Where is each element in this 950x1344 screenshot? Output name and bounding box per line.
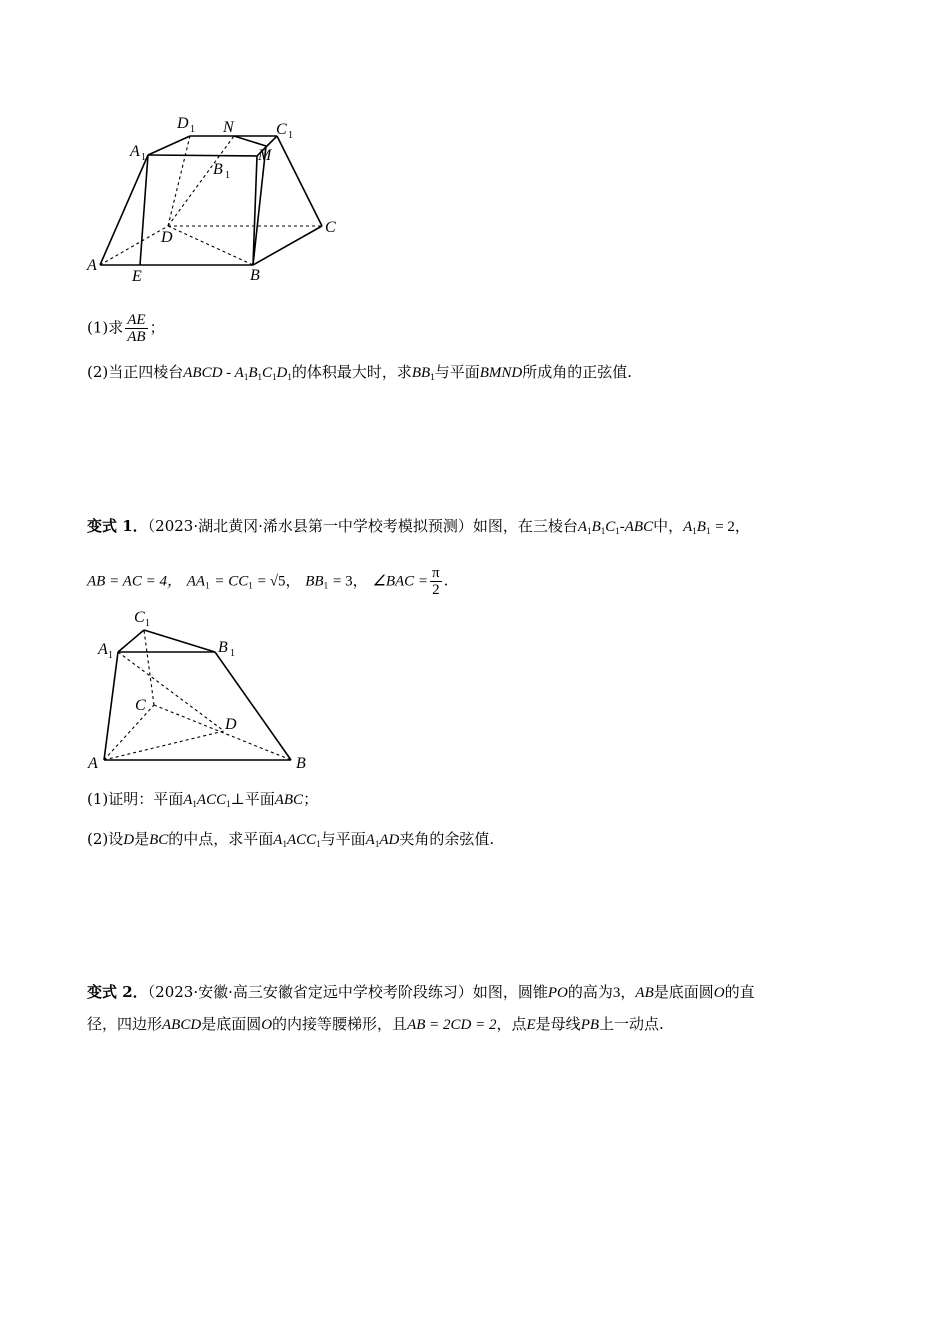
edge-D-B	[168, 226, 253, 265]
label-A: A	[87, 257, 97, 274]
figure-frustum	[80, 108, 350, 288]
label-E: E	[132, 268, 142, 285]
variant2-line1: 变式 2．（2023·安徽·高三安徽省定远中学校考阶段练习）如图，圆锥PO的高为3，AB是底面圆O的直	[87, 983, 755, 1001]
edge-A-D	[104, 731, 224, 760]
edge-B-B1	[215, 652, 291, 760]
svg-text:1: 1	[288, 130, 293, 141]
variant2-title: 变式 2．	[87, 983, 148, 1001]
figure-triangular-frustum	[80, 600, 330, 775]
edge-C-C1	[144, 630, 154, 705]
label-B: B	[296, 755, 306, 772]
problem-question-2: (2)当正四棱台ABCD - $A_1B_1C_1D_1$的体积最大时，求$BB_1$与平面BMND所成角的正弦值.	[87, 363, 632, 382]
edge-A1-C1	[118, 630, 144, 652]
variant1-line2: AB = AC = 4， $AA_1 = CC_1 = √5$， $BB_1 = 3$， ∠BAC = $\frac{\pi}{2}$ .	[87, 565, 449, 598]
label-B1: B	[213, 161, 223, 178]
variant2-line2: 径，四边形ABCD是底面圆O的内接等腰梯形，且AB = 2CD = 2，点E是母线PB上一动点.	[87, 1015, 664, 1033]
edge-A-D	[100, 226, 168, 265]
label-C: C	[325, 219, 336, 236]
label-C: C	[135, 697, 146, 714]
edge-A-C	[104, 705, 154, 760]
label-C1: C	[276, 121, 287, 138]
variant1-question-2: (2)设D是BC的中点，求平面$A_1ACC_1$与平面$A_1AD$夹角的余弦值.	[87, 830, 495, 849]
label-C1: C	[134, 609, 145, 626]
label-A1: A	[130, 143, 140, 160]
edge-A1-D1	[148, 136, 190, 155]
label-D: D	[161, 229, 173, 246]
label-A1: A	[98, 641, 108, 658]
label-N: N	[223, 119, 234, 136]
label-B1: B	[218, 639, 228, 656]
edge-C1-B1	[144, 630, 215, 652]
problem-question-1: (1)求 $\frac{AE}{AB}$ ；	[87, 312, 165, 345]
label-D: D	[225, 716, 237, 733]
variant1-title: 变式 1．	[87, 517, 148, 535]
svg-text:1: 1	[230, 648, 235, 659]
edge-A1-D	[118, 652, 224, 731]
edge-N-M	[234, 136, 266, 146]
svg-text:1: 1	[141, 152, 146, 163]
svg-text:1: 1	[190, 124, 195, 135]
svg-text:1: 1	[225, 170, 230, 181]
edge-D-D1	[168, 136, 190, 226]
fraction-pi-2: $\frac{\pi}{2}$	[432, 565, 440, 598]
label-A: A	[88, 755, 98, 772]
fraction-ae-ab: $\frac{AE}{AB}$	[127, 312, 146, 345]
variant1-question-1: (1)证明：平面$A_1ACC_1\perp$平面ABC；	[87, 790, 319, 809]
edge-B1-A1	[148, 155, 257, 156]
variant1-line1: 变式 1．（2023·湖北黄冈·浠水县第一中学校考模拟预测）如图，在三棱台$A_1B_1C_1$-ABC中，$A_1B_1 = 2$，	[87, 517, 750, 536]
edge-A-A1	[104, 652, 118, 760]
label-D1: D	[177, 115, 189, 132]
edge-C-C1	[277, 136, 322, 226]
edge-B-C	[253, 226, 322, 265]
svg-text:1: 1	[108, 650, 113, 661]
label-M: M	[258, 147, 272, 164]
svg-text:1: 1	[145, 618, 150, 629]
edge-C-B	[154, 705, 291, 760]
edge-D-N	[168, 136, 234, 226]
label-B: B	[250, 267, 260, 284]
